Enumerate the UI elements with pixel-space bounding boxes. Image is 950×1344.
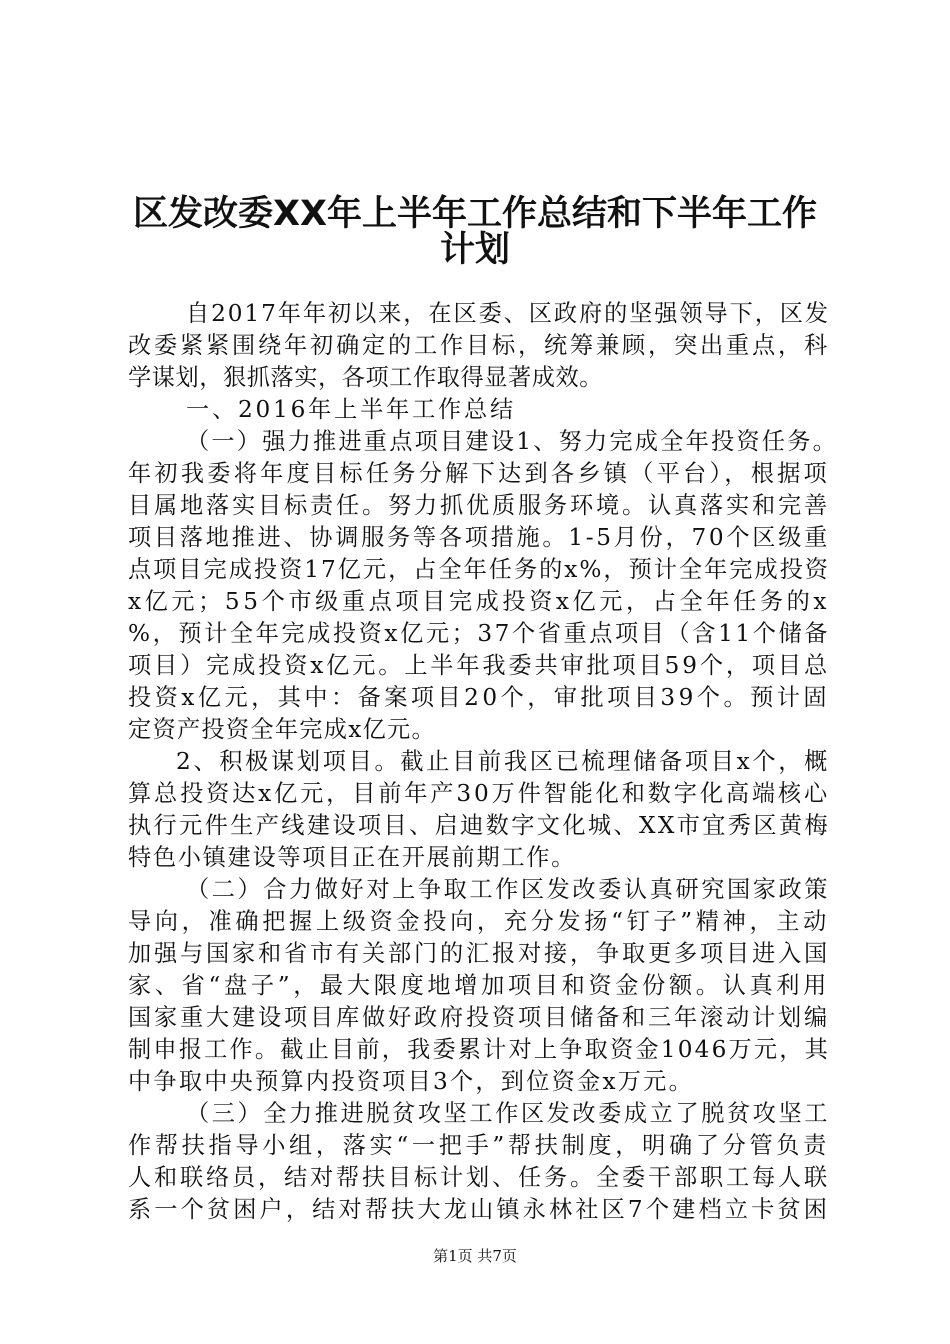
body-text-line: 执行元件生产线建设项目、启迪数字文化城、XX市宜秀区黄梅 (128, 812, 830, 839)
body-text-line: 项目落地推进、协调服务等各项措施。1-5月份，70个区级重 (128, 524, 830, 551)
body-text-line: （三）全力推进脱贫攻坚工作区发改委成立了脱贫攻坚工 (186, 1100, 830, 1127)
body-text-line: 点项目完成投资17亿元，占全年任务的x%，预计全年完成投资 (128, 556, 830, 583)
body-text-line: 制申报工作。截止目前，我委累计对上争取资金1046万元，其 (128, 1036, 830, 1063)
body-text-line: （二）合力做好对上争取工作区发改委认真研究国家政策 (186, 876, 830, 903)
body-text-line: 导向，准确把握上级资金投向，充分发扬“钉子”精神，主动 (128, 908, 830, 935)
body-text-line: 作帮扶指导小组，落实“一把手”帮扶制度，明确了分管负责 (128, 1132, 830, 1159)
body-text-line: 家、省“盘子”，最大限度地增加项目和资金份额。认真利用 (128, 972, 830, 999)
body-text-line: 自2017年年初以来，在区委、区政府的坚强领导下，区发 (186, 300, 830, 327)
body-text-line: 学谋划，狠抓落实，各项工作取得显著成效。 (128, 364, 603, 391)
body-text-line: 人和联络员，结对帮扶目标计划、任务。全委干部职工每人联 (128, 1164, 830, 1191)
document-title-line-2: 计划 (439, 230, 510, 270)
body-text-line: 投资x亿元，其中：备案项目20个，审批项目39个。预计固 (128, 684, 830, 711)
body-text-line: 项目）完成投资x亿元。上半年我委共审批项目59个，项目总 (128, 652, 830, 679)
body-text-line: 中争取中央预算内投资项目3个，到位资金x万元。 (128, 1068, 694, 1095)
body-text-line: 2、积极谋划项目。截止目前我区已梳理储备项目x个，概 (176, 748, 830, 775)
body-text-line: 特色小镇建设等项目正在开展前期工作。 (128, 844, 576, 871)
body-text-line: 国家重大建设项目库做好政府投资项目储备和三年滚动计划编 (128, 1004, 830, 1031)
body-text-line: 改委紧紧围绕年初确定的工作目标，统筹兼顾，突出重点，科 (128, 332, 830, 359)
body-text-line: 一、2016年上半年工作总结 (186, 396, 516, 423)
body-text-line: 加强与国家和省市有关部门的汇报对接，争取更多项目进入国 (128, 940, 830, 967)
body-text-line: 系一个贫困户，结对帮扶大龙山镇永林社区7个建档立卡贫困 (128, 1196, 830, 1223)
body-text-line: 算总投资达x亿元，目前年产30万件智能化和数字化高端核心 (128, 780, 830, 807)
body-text-line: （一）强力推进重点项目建设1、努力完成全年投资任务。 (186, 428, 838, 455)
body-text-line: 目属地落实目标责任。努力抓优质服务环境。认真落实和完善 (128, 492, 830, 519)
body-text-line: 定资产投资全年完成x亿元。 (128, 716, 436, 743)
body-text-line: %，预计全年完成投资x亿元；37个省重点项目（含11个储备 (128, 620, 830, 647)
page-footer: 第1页 共7页 (433, 1247, 517, 1265)
document-title-line-1: 区发改委XX年上半年工作总结和下半年工作 (133, 194, 817, 234)
body-text-line: 年初我委将年度目标任务分解下达到各乡镇（平台），根据项 (128, 460, 830, 487)
body-text-line: x亿元；55个市级重点项目完成投资x亿元，占全年任务的x (128, 588, 830, 615)
